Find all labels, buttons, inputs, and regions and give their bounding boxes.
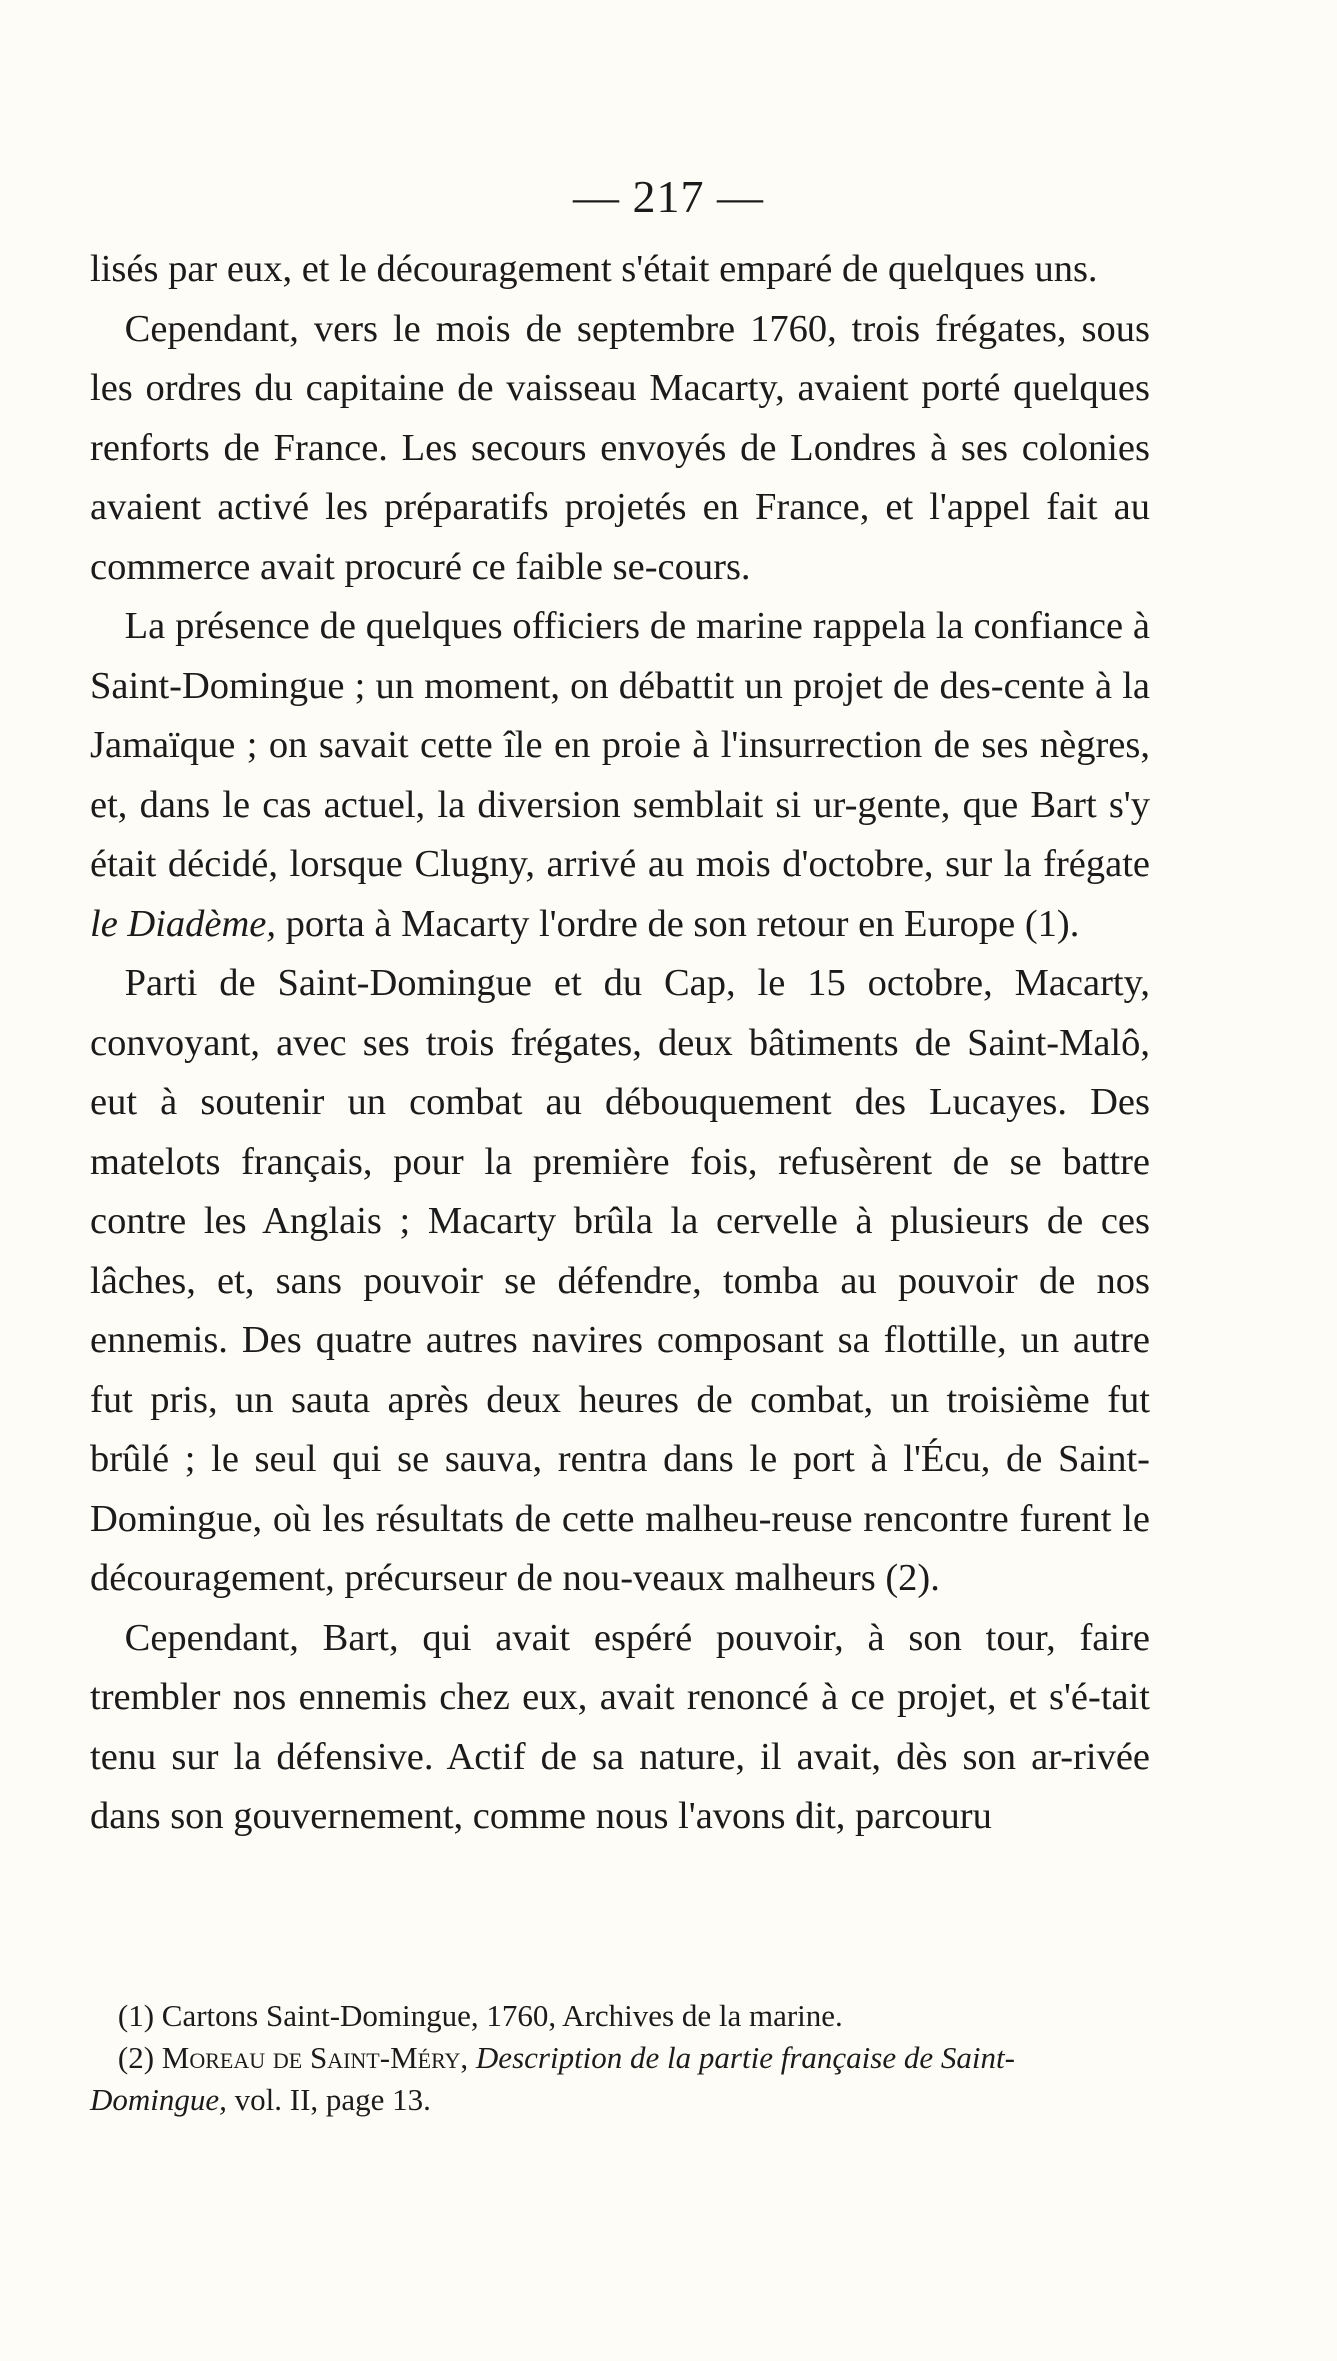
paragraph: [90, 300, 1150, 598]
text-run: Cependant, Bart, qui avait espéré pouvoir, à son tour, faire trembler nos ennemis chez eux, avait renoncé à ce projet, et s'é-tait tenu sur la défensive. Actif de sa nature, il avait, dès son ar-rivée dans son gouvernement, comme nous l'avons dit, parcouru: [90, 1616, 1150, 1837]
author-name: Moreau de Saint-Méry,: [161, 2040, 469, 2075]
paragraph: [90, 240, 1150, 300]
text-run: [468, 2040, 476, 2075]
text-run: Cependant, vers le mois de septembre 1760, trois frégates, sous les ordres du capitaine de vaisseau Macarty, avaient porté quelques renforts de France. Les secours envoyés de Londres à ses colonies avaient activé les préparatifs projetés en France, et l'appel fait au commerce avait procuré ce faible se-cours.: [90, 307, 1150, 588]
paragraph: [90, 1609, 1150, 1847]
text-run: porta à Macarty l'ordre de son retour en Europe (1).: [276, 902, 1080, 945]
main-text: [90, 240, 1150, 1847]
footnote-text: (1) Cartons Saint-Domingue, 1760, Archives de la marine.: [117, 1998, 843, 2033]
text-run: Parti de Saint-Domingue et du Cap, le 15 octobre, Macarty, convoyant, avec ses trois frégates, deux bâtiments de Saint-Malô, eut à soutenir un combat au débouquement des Lucayes. Des matelots français, pour la première fois, refusèrent de se battre contre les Anglais ; Macarty brûla la cervelle à plusieurs de ces lâches, et, sans pouvoir se défendre, tomba au pouvoir de nos ennemis. Des quatre autres navires composant sa flottille, un autre fut pris, un sauta après deux heures de combat, un troisième fut brûlé ; le seul qui se sauva, rentra dans le port à l'Écu, de Saint-Domingue, où les résultats de cette malheu-reuse rencontre furent le découragement, précurseur de nou-veaux malheurs (2).: [90, 962, 1150, 1599]
footnote: [90, 1995, 1150, 2037]
footnote: [90, 2037, 1150, 2121]
footnotes: [90, 1995, 1150, 2121]
text-run: vol. II, page 13.: [226, 2082, 431, 2117]
book-title: Description de la partie française de Saint-Domingue,: [90, 2040, 1015, 2117]
paragraph: [90, 597, 1150, 954]
page-number: — 217 —: [573, 171, 764, 222]
ship-name-italic: le Diadème,: [90, 902, 277, 945]
text-run: lisés par eux, et le découragement s'était emparé de quelques uns.: [90, 248, 1098, 290]
footnote-marker: (2): [117, 2040, 162, 2075]
paragraph: [90, 954, 1150, 1609]
text-run: La présence de quelques officiers de marine rappela la confiance à Saint-Domingue ; un moment, on débattit un projet de des-cente à la Jamaïque ; on savait cette île en proie à l'insurrection de ses nègres, et, dans le cas actuel, la diversion semblait si ur-gente, que Bart s'y était décidé, lorsque Clugny, arrivé au mois d'octobre, sur la frégate: [90, 605, 1150, 885]
